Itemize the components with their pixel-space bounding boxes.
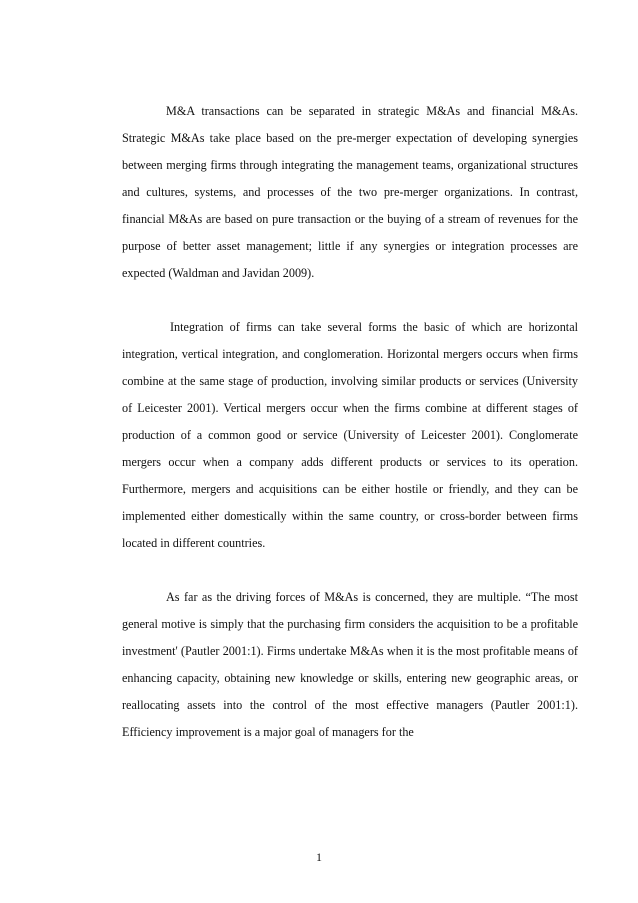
paragraph-strategic-vs-financial: M&A transactions can be separated in strategic M&As and financial M&As. Strategic M&As take place based on the pre-merger expectation of developing synergies between merging firms through integrating the management teams, organizational structures and cultures, systems, and processes of the two pre-merger organizations. In contrast, financial M&As are based on pure transaction or the buying of a stream of revenues for the purpose of better asset management; little if any synergies or integration processes are expected (Waldman and Javidan 2009). (122, 104, 578, 280)
paragraph-driving-forces: As far as the driving forces of M&As is concerned, they are multiple. “The most general motive is simply that the purchasing firm considers the acquisition to be a profitable investment' (Pautler 2001:1). Firms undertake M&As when it is the most profitable means of enhancing capacity, obtaining new knowledge or skills, entering new geographic areas, or reallocating assets into the control of the most effective managers (Pautler 2001:1). Efficiency improvement is a major goal of managers for the (122, 590, 578, 739)
paragraph-integration-forms: Integration of firms can take several forms the basic of which are horizontal integration, vertical integration, and conglomeration. Horizontal mergers occurs when firms combine at the same stage of production, involving similar products or services (University of Leicester 2001). Vertical mergers occur when the firms combine at different stages of production of a common good or service (University of Leicester 2001). Conglomerate mergers occur when a company adds different products or services to its operation. Furthermore, mergers and acquisitions can be either hostile or friendly, and they can be implemented either domestically within the same country, or cross-border between firms located in different countries. (122, 320, 578, 550)
body-text (122, 98, 578, 746)
page-number: 1 (316, 850, 322, 864)
